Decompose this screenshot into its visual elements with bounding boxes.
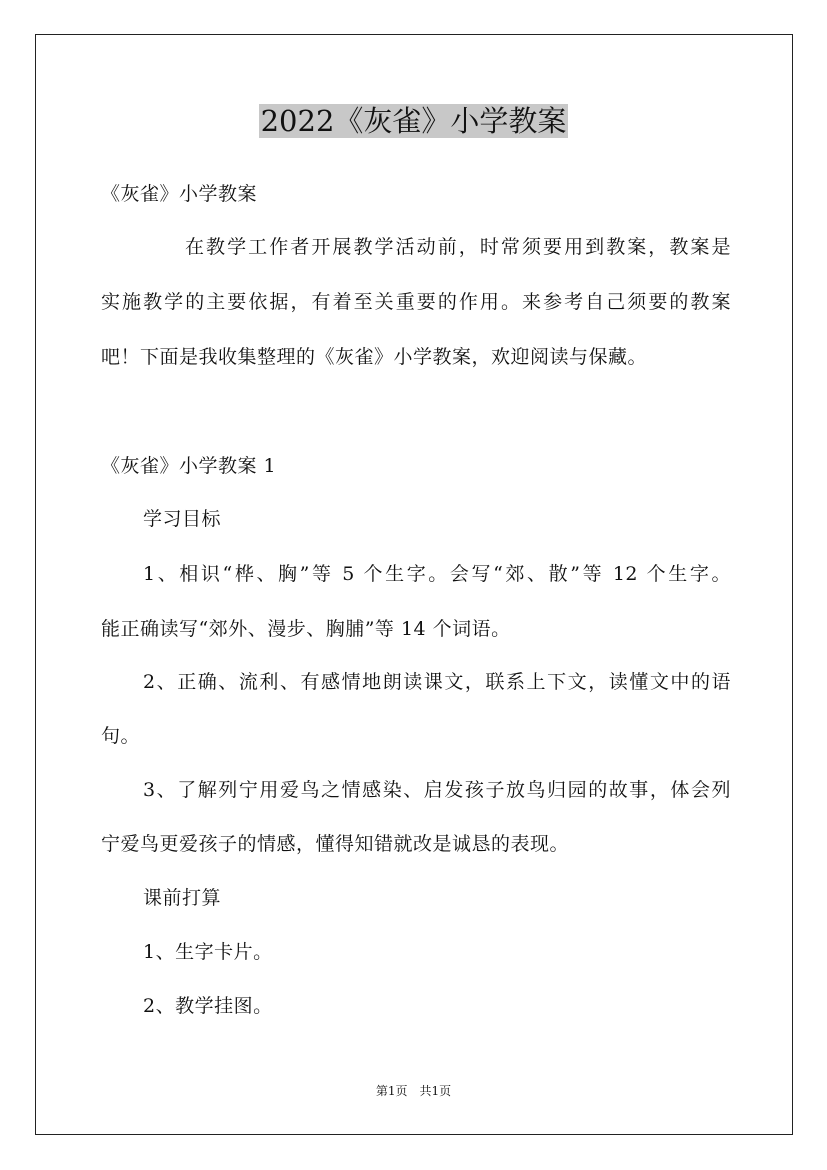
goal-1-line-2: 能正确读写“郊外、漫步、胸脯”等 14 个词语。 — [101, 618, 511, 640]
goals-heading: 学习目标 — [143, 508, 222, 530]
prep-item-1: 1、生字卡片。 — [143, 941, 273, 963]
intro-line-2: 实施教学的主要依据，有着至关重要的作用。来参考自己须要的教案 — [101, 291, 731, 313]
intro-line-3: 吧！下面是我收集整理的《灰雀》小学教案，欢迎阅读与保藏。 — [101, 346, 648, 368]
document-title — [0, 100, 827, 142]
document-subtitle: 《灰雀》小学教案 — [101, 183, 258, 205]
prep-heading: 课前打算 — [143, 887, 222, 909]
goal-1-line-1: 1、相识“桦、胸”等 5 个生字。会写“郊、散”等 12 个生字。 — [143, 563, 731, 585]
goal-2-line-1: 2、正确、流利、有感情地朗读课文，联系上下文，读懂文中的语 — [143, 671, 731, 693]
section-heading: 《灰雀》小学教案 1 — [101, 455, 277, 477]
intro-line-1: 在教学工作者开展教学活动前，时常须要用到教案，教案是 — [185, 236, 731, 258]
prep-item-2: 2、教学挂图。 — [143, 995, 273, 1017]
page-footer: 第1页 共1页 — [375, 1084, 452, 1098]
goal-3-line-1: 3、了解列宁用爱鸟之情感染、启发孩子放鸟归园的故事，体会列 — [143, 779, 731, 801]
goal-3-line-2: 宁爱鸟更爱孩子的情感，懂得知错就改是诚恳的表现。 — [101, 833, 570, 855]
goal-2-line-2: 句。 — [101, 725, 141, 747]
document-title-text: 2022《灰雀》小学教案 — [260, 104, 567, 138]
